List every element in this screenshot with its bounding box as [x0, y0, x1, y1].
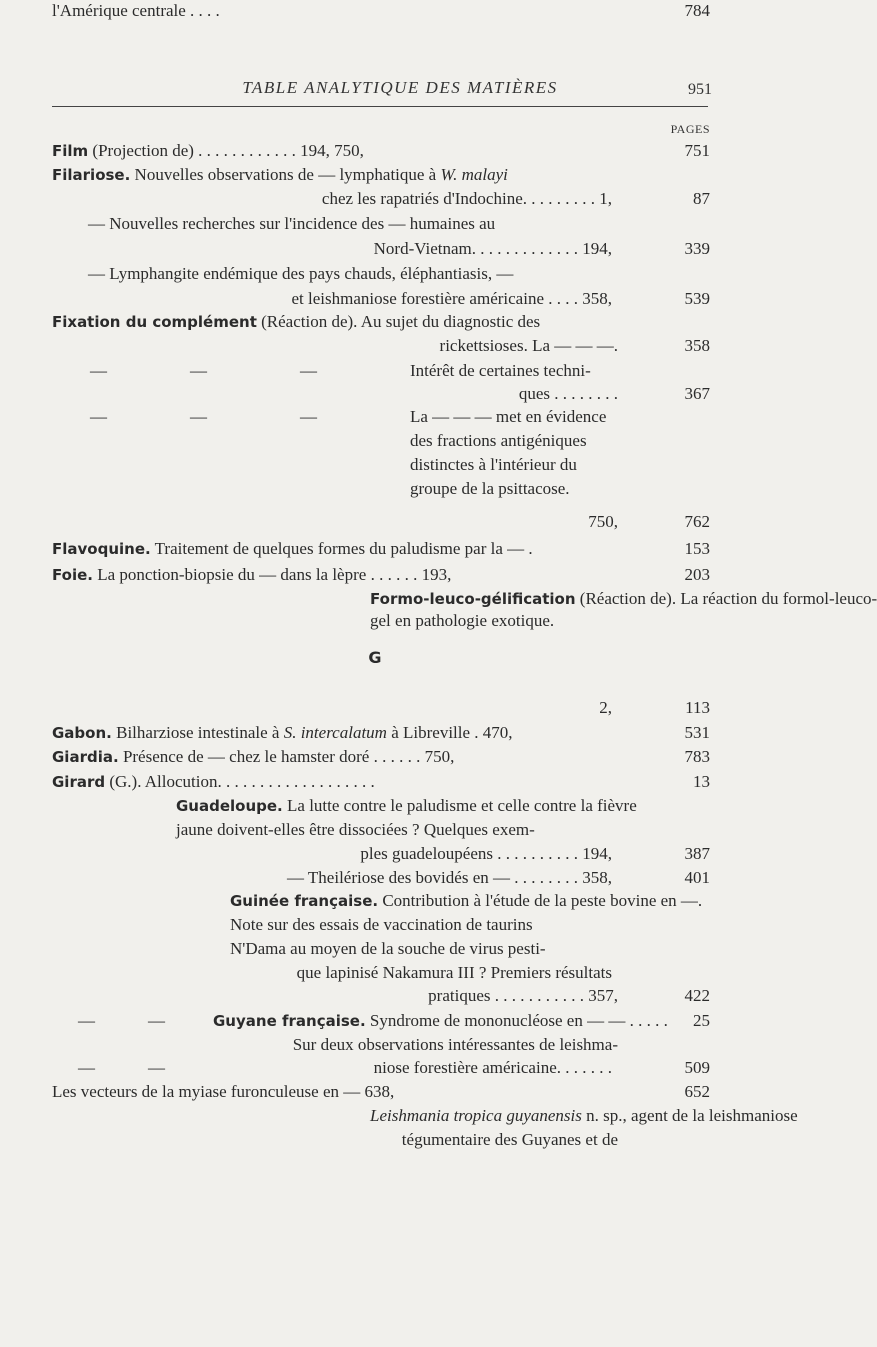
entry-text: gel en pathologie exotique. [370, 611, 555, 630]
index-entry-leish-2 [402, 1129, 618, 1151]
entry-text: tégumentaire des Guyanes et de [401, 1130, 618, 1149]
index-entry-guadeloupe-2 [176, 819, 535, 841]
entry-text: Nord-Vietnam. . . . . . . . . . . . . 194, [373, 239, 612, 258]
page-number: 951 [688, 81, 712, 98]
index-entry-filariose-4 [374, 238, 612, 260]
index-entry-fixation-7 [410, 454, 577, 476]
page-reference: 113 [685, 698, 710, 717]
page-reference: 367 [684, 384, 710, 403]
entry-text: distinctes à l'intérieur du [410, 455, 577, 474]
entry-heading: Film [52, 142, 89, 160]
entry-italic-term: W. malayi [440, 165, 508, 184]
entry-text: niose forestière américaine. . . . . . . [373, 1058, 612, 1077]
entry-text: — Lymphangite endémique des pays chauds, éléphantiasis, — [88, 264, 514, 283]
entry-text: Syndrome de mononucléose en — — . . . . . [365, 1011, 668, 1030]
entry-text: Contribution à l'étude de la peste bovine en —. [378, 891, 703, 910]
index-entry-guyane-1 [213, 1010, 668, 1032]
ditto-dash: — [148, 1058, 165, 1077]
entry-text: chez les rapatriés d'Indochine. . . . . . . . . 1, [321, 189, 612, 208]
ditto-dash: — [90, 361, 107, 380]
page-reference: 387 [684, 844, 710, 863]
entry-text: La — — — met en évidence [410, 407, 607, 426]
index-entry-formo-3 [599, 697, 612, 719]
entry-text-continued: à Libreville . 470, [386, 723, 513, 742]
entry-text: pratiques . . . . . . . . . . . 357, [428, 986, 618, 1005]
index-entry-fixation-2 [440, 335, 618, 357]
entry-heading: Girard [52, 773, 106, 791]
index-entry-guyane-2 [293, 1034, 618, 1056]
index-entry-film [52, 140, 364, 162]
entry-text: groupe de la psittacose. [410, 479, 570, 498]
index-entry-fixation-6 [410, 430, 587, 452]
entry-text: Note sur des essais de vaccination de taurins [230, 915, 533, 934]
page-reference: 153 [684, 539, 710, 558]
entry-text: Nouvelles observations de — lymphatique à [130, 165, 441, 184]
ditto-dash: — [78, 1058, 95, 1077]
page-reference: 358 [684, 336, 710, 355]
index-entry-foie [52, 564, 451, 586]
index-entry-fixation-8 [410, 478, 570, 500]
index-entry-formo-2 [370, 610, 554, 632]
entry-heading: Giardia. [52, 748, 119, 766]
ditto-dash: — [78, 1011, 95, 1030]
ditto-dash: — [190, 407, 207, 426]
index-entry-filariose-2 [322, 188, 612, 210]
entry-heading: Guadeloupe. [176, 797, 283, 815]
entry-text: Présence de — chez le hamster doré . . . . . . 750, [118, 747, 455, 766]
header-rule [52, 106, 708, 107]
index-entry-filariose-3 [88, 213, 495, 235]
index-entry-girard [52, 771, 375, 793]
index-entry-formo-1 [370, 588, 877, 610]
entry-heading: Fixation du complément [52, 313, 257, 331]
index-entry-guyane-3 [374, 1057, 612, 1079]
entry-text: Sur deux observations intéressantes de leishma- [292, 1035, 618, 1054]
index-entry-flavoquine [52, 538, 533, 560]
page-reference: 783 [684, 747, 710, 766]
index-entry-filariose-1 [52, 164, 508, 186]
index-entry-guadeloupe-4 [287, 867, 612, 889]
page-reference: 401 [684, 868, 710, 887]
entry-heading: Guyane française. [213, 1012, 366, 1030]
ditto-dash: — [300, 407, 317, 426]
entry-heading: Formo-leuco-gélification [370, 590, 576, 608]
section-letter: G [368, 648, 382, 667]
index-entry-guinee-4 [297, 962, 612, 984]
entry-heading: Foie. [52, 566, 93, 584]
index-entry-guinee-3 [230, 938, 546, 960]
pages-column-label: PAGES [670, 122, 710, 136]
page-reference: 539 [684, 289, 710, 308]
entry-text: que lapinisé Nakamura III ? Premiers résultats [296, 963, 612, 982]
entry-text: et leishmaniose forestière américaine . . . . 358, [291, 289, 612, 308]
index-entry-fixation-1 [52, 311, 540, 333]
index-entry-guinee-1 [230, 890, 702, 912]
index-entry-guadeloupe-3 [360, 843, 612, 865]
entry-text: l'Amérique centrale . . . . [52, 1, 220, 20]
entry-text: ques . . . . . . . . [518, 384, 618, 403]
page-reference: 422 [684, 986, 710, 1005]
entry-text: Traitement de quelques formes du paludisme par la — . [150, 539, 533, 558]
entry-text: Bilharziose intestinale à [111, 723, 284, 742]
page-reference: 652 [684, 1082, 710, 1101]
index-entry-guadeloupe-1 [176, 795, 637, 817]
index-entry-fixation-3 [410, 360, 591, 382]
ditto-dash: — [90, 407, 107, 426]
index-entry-guinee-5 [428, 985, 618, 1007]
page-reference: 751 [684, 141, 710, 160]
entry-text: jaune doivent-elles être dissociées ? Quelques exem- [176, 820, 535, 839]
entry-text: 750, [588, 512, 618, 531]
entry-text: 2, [599, 698, 612, 717]
entry-heading-italic: Leishmania tropica guyanensis [370, 1106, 582, 1125]
index-entry-guinee-2 [230, 914, 533, 936]
ditto-dash: — [300, 361, 317, 380]
index-entry-fixation-4 [519, 383, 618, 405]
page-reference: 25 [693, 1011, 710, 1030]
entry-text: (Réaction de). La réaction du formol-leuco- [575, 589, 877, 608]
entry-text: (Réaction de). Au sujet du diagnostic des [256, 312, 541, 331]
entry-text: — Theilériose des bovidés en — . . . . . . . . 358, [286, 868, 612, 887]
entry-heading: Guinée française. [230, 892, 379, 910]
running-header-title: TABLE ANALYTIQUE DES MATIÈRES [242, 78, 558, 97]
index-entry-giardia [52, 746, 454, 768]
entry-heading: Gabon. [52, 724, 112, 742]
entry-text: N'Dama au moyen de la souche de virus pesti- [230, 939, 546, 958]
index-entry-leish-1 [370, 1105, 798, 1127]
index-entry-fixation-9 [588, 511, 618, 533]
entry-text: Intérêt de certaines techni- [410, 361, 591, 380]
entry-text: n. sp., agent de la leishmaniose [581, 1106, 798, 1125]
entry-text: (G.). Allocution. . . . . . . . . . . . . . . . . . . [105, 772, 375, 791]
entry-text: ples guadeloupéens . . . . . . . . . . 194, [360, 844, 612, 863]
entry-text: des fractions antigéniques [410, 431, 587, 450]
entry-text: La ponction-biopsie du — dans la lèpre . . . . . . 193, [92, 565, 452, 584]
entry-italic-term: S. intercalatum [283, 723, 387, 742]
index-entry-gabon [52, 722, 513, 744]
entry-text: rickettsioses. La — — —. [439, 336, 618, 355]
index-entry-filariose-6 [291, 288, 612, 310]
page-reference: 784 [684, 1, 710, 20]
page-reference: 509 [684, 1058, 710, 1077]
index-entry-guyane-4 [52, 1081, 394, 1103]
entry-text: (Projection de) . . . . . . . . . . . . 194, 750, [88, 141, 364, 160]
index-entry-leish-3 [52, 0, 220, 22]
index-entry-filariose-5 [88, 263, 513, 285]
entry-heading: Flavoquine. [52, 540, 151, 558]
ditto-dash: — [190, 361, 207, 380]
page-reference: 203 [684, 565, 710, 584]
entry-heading: Filariose. [52, 166, 131, 184]
page-reference: 762 [684, 512, 710, 531]
page-reference: 531 [684, 723, 710, 742]
index-entry-fixation-5 [410, 406, 606, 428]
ditto-dash: — [148, 1011, 165, 1030]
page-reference: 87 [693, 189, 710, 208]
page-reference: 13 [693, 772, 710, 791]
entry-text: — Nouvelles recherches sur l'incidence des — humaines au [88, 214, 496, 233]
entry-text: Les vecteurs de la myiase furonculeuse en — 638, [52, 1082, 395, 1101]
page-reference: 339 [684, 239, 710, 258]
entry-text: La lutte contre le paludisme et celle contre la fièvre [282, 796, 637, 815]
